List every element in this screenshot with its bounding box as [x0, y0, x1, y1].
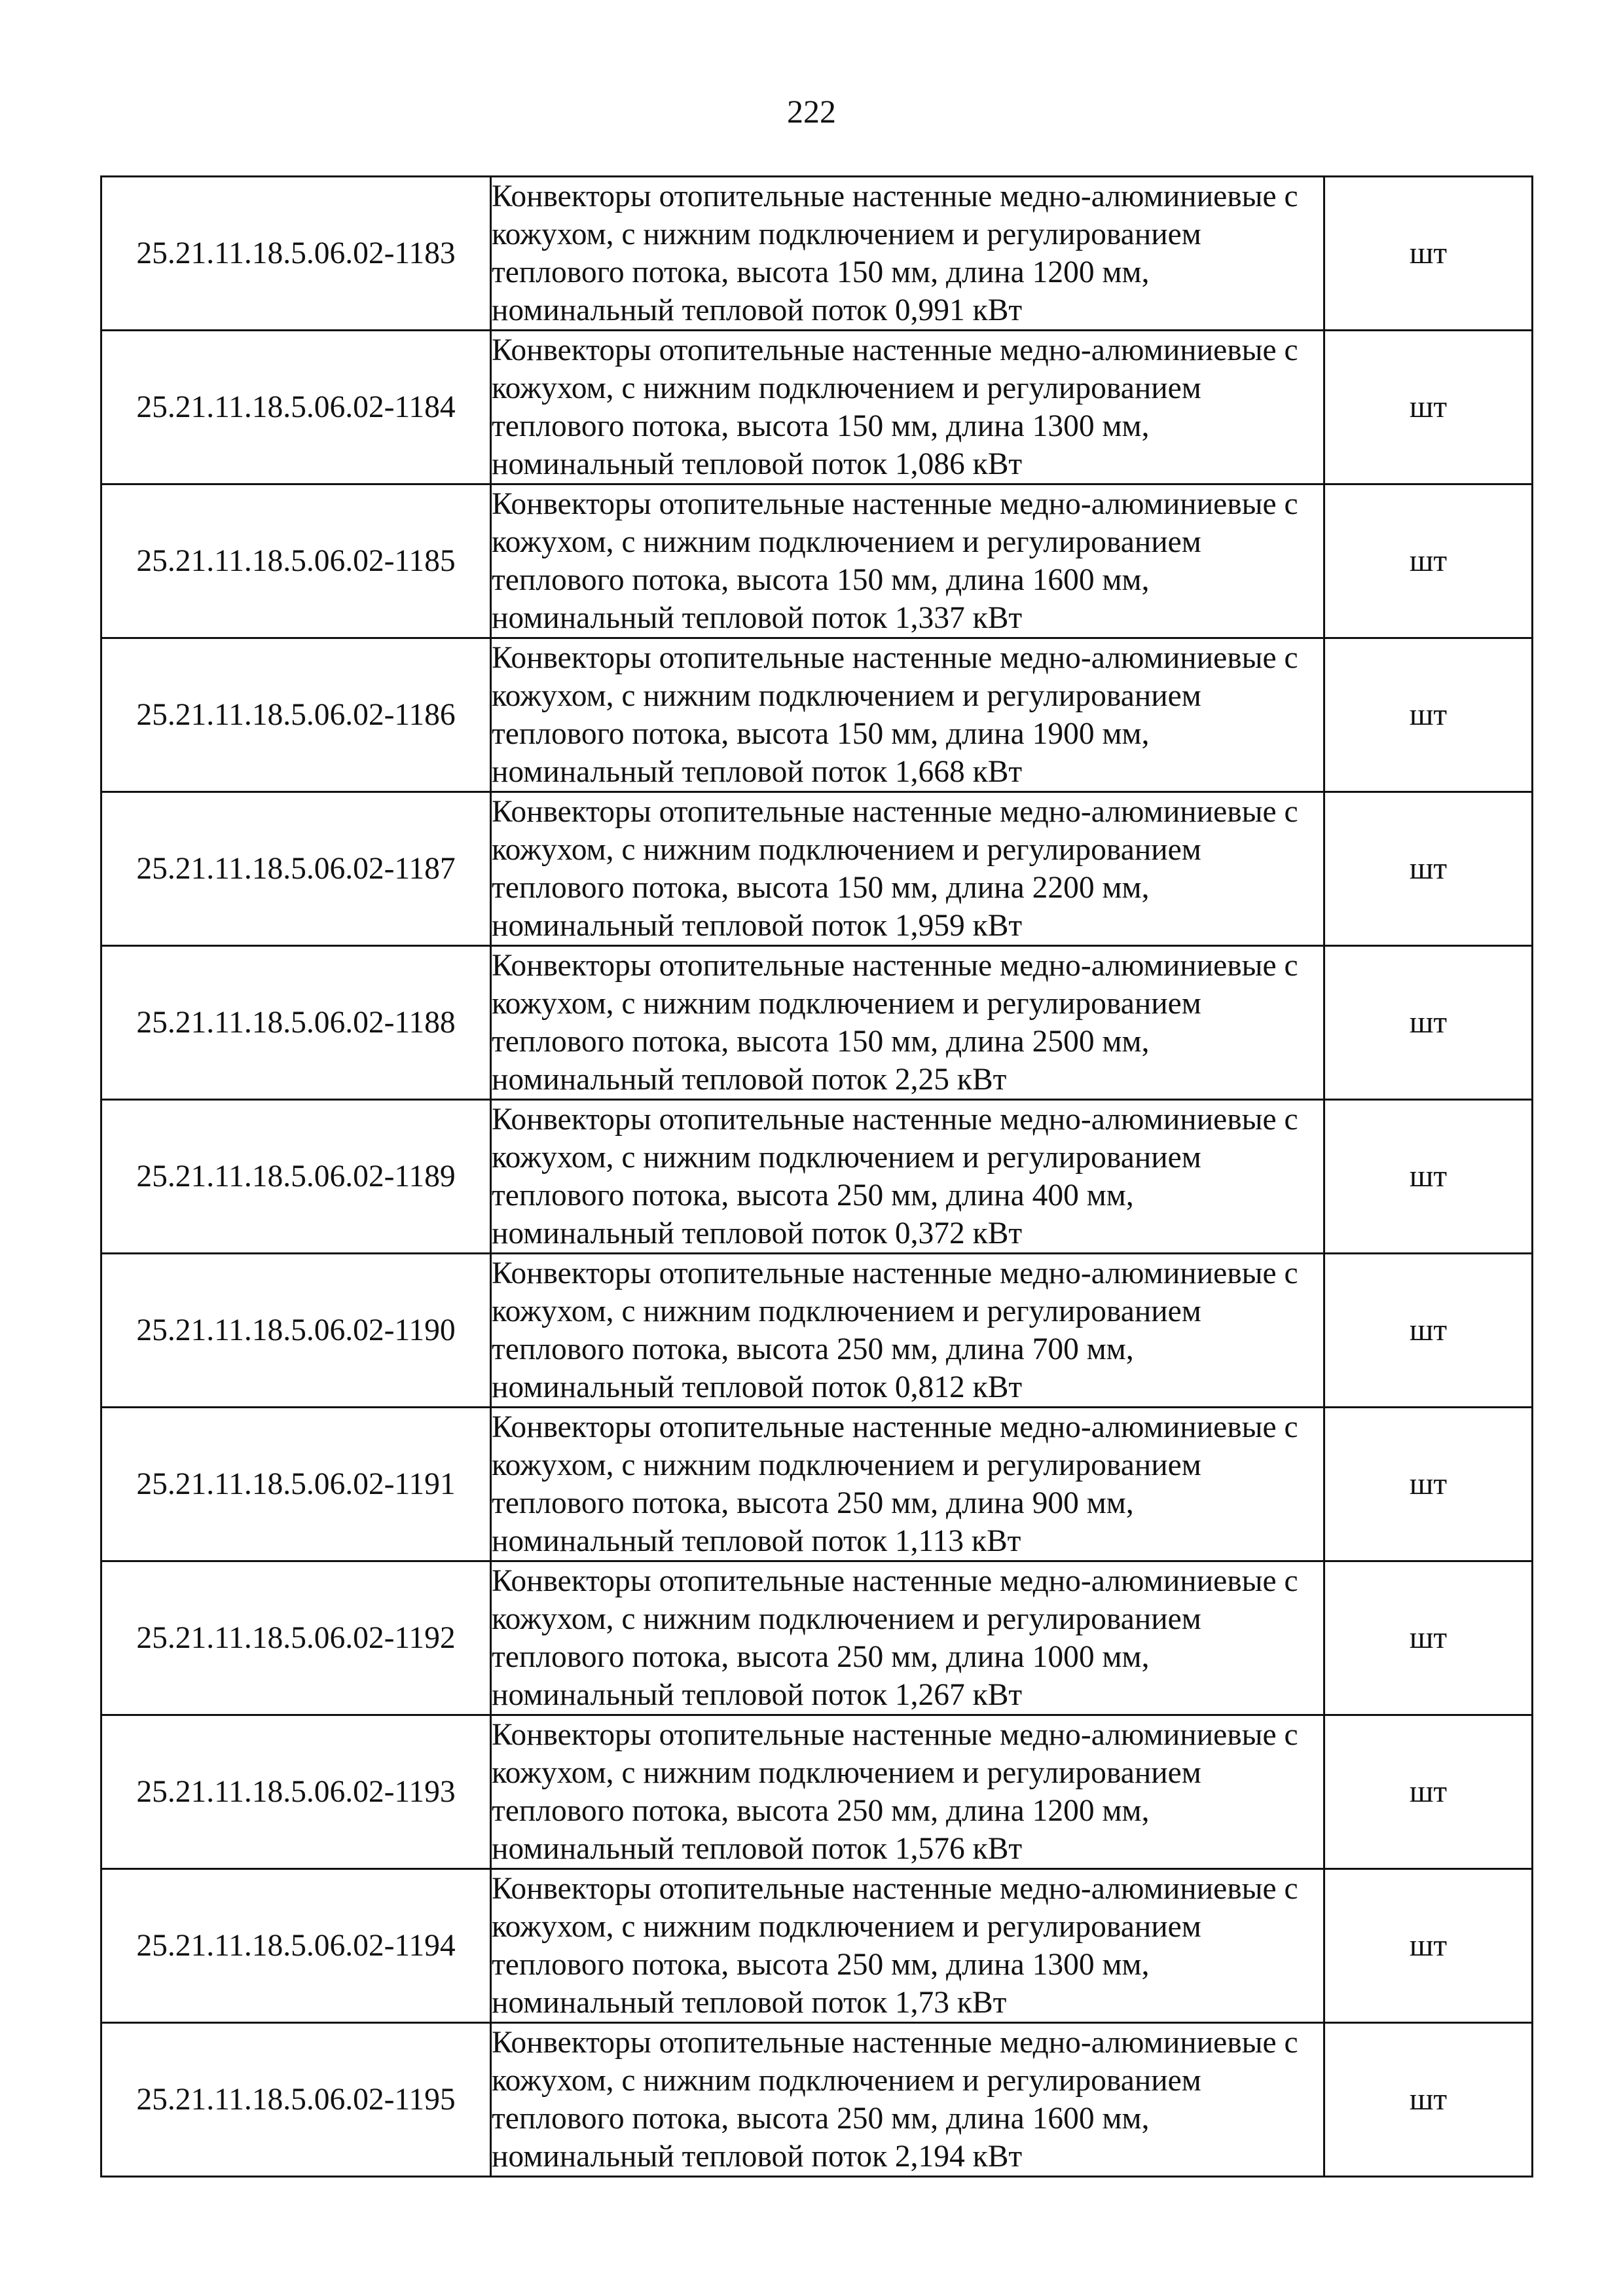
item-description: Конвекторы отопительные настенные медно-алюминиевые с кожухом, с нижним подключением и регулированием теплового потока, высота 250 мм, длина 1000 мм, номинальный тепловой поток 1,267 кВт [491, 1561, 1324, 1715]
item-code: 25.21.11.18.5.06.02-1183 [101, 177, 491, 331]
item-description: Конвекторы отопительные настенные медно-алюминиевые с кожухом, с нижним подключением и регулированием теплового потока, высота 150 мм, длина 1900 мм, номинальный тепловой поток 1,668 кВт [491, 638, 1324, 792]
table-row [101, 1869, 1533, 2023]
page-number: 222 [787, 93, 836, 130]
table-row [101, 1100, 1533, 1254]
item-description: Конвекторы отопительные настенные медно-алюминиевые с кожухом, с нижним подключением и регулированием теплового потока, высота 250 мм, длина 1200 мм, номинальный тепловой поток 1,576 кВт [491, 1715, 1324, 1869]
item-description: Конвекторы отопительные настенные медно-алюминиевые с кожухом, с нижним подключением и регулированием теплового потока, высота 250 мм, длина 1600 мм, номинальный тепловой поток 2,194 кВт [491, 2023, 1324, 2177]
item-code: 25.21.11.18.5.06.02-1184 [101, 331, 491, 484]
document-table [100, 175, 1533, 2178]
table-row [101, 946, 1533, 1100]
item-unit: шт [1324, 638, 1533, 792]
table-row [101, 638, 1533, 792]
item-description: Конвекторы отопительные настенные медно-алюминиевые с кожухом, с нижним подключением и регулированием теплового потока, высота 150 мм, длина 2500 мм, номинальный тепловой поток 2,25 кВт [491, 946, 1324, 1100]
item-code: 25.21.11.18.5.06.02-1187 [101, 792, 491, 946]
table-row [101, 2023, 1533, 2177]
item-unit: шт [1324, 1408, 1533, 1561]
item-code: 25.21.11.18.5.06.02-1193 [101, 1715, 491, 1869]
table-row [101, 792, 1533, 946]
item-unit: шт [1324, 1715, 1533, 1869]
item-unit: шт [1324, 1561, 1533, 1715]
item-description: Конвекторы отопительные настенные медно-алюминиевые с кожухом, с нижним подключением и регулированием теплового потока, высота 250 мм, длина 900 мм, номинальный тепловой поток 1,113 кВт [491, 1408, 1324, 1561]
item-code: 25.21.11.18.5.06.02-1185 [101, 484, 491, 638]
table-row [101, 177, 1533, 331]
item-unit: шт [1324, 792, 1533, 946]
item-unit: шт [1324, 177, 1533, 331]
item-code: 25.21.11.18.5.06.02-1191 [101, 1408, 491, 1561]
item-description: Конвекторы отопительные настенные медно-алюминиевые с кожухом, с нижним подключением и регулированием теплового потока, высота 150 мм, длина 2200 мм, номинальный тепловой поток 1,959 кВт [491, 792, 1324, 946]
item-description: Конвекторы отопительные настенные медно-алюминиевые с кожухом, с нижним подключением и регулированием теплового потока, высота 150 мм, длина 1300 мм, номинальный тепловой поток 1,086 кВт [491, 331, 1324, 484]
item-unit: шт [1324, 1254, 1533, 1408]
item-unit: шт [1324, 1100, 1533, 1254]
item-description: Конвекторы отопительные настенные медно-алюминиевые с кожухом, с нижним подключением и регулированием теплового потока, высота 150 мм, длина 1200 мм, номинальный тепловой поток 0,991 кВт [491, 177, 1324, 331]
table-row [101, 1408, 1533, 1561]
item-code: 25.21.11.18.5.06.02-1189 [101, 1100, 491, 1254]
item-unit: шт [1324, 946, 1533, 1100]
item-code: 25.21.11.18.5.06.02-1190 [101, 1254, 491, 1408]
item-code: 25.21.11.18.5.06.02-1195 [101, 2023, 491, 2177]
item-unit: шт [1324, 2023, 1533, 2177]
item-code: 25.21.11.18.5.06.02-1194 [101, 1869, 491, 2023]
item-unit: шт [1324, 331, 1533, 484]
item-code: 25.21.11.18.5.06.02-1192 [101, 1561, 491, 1715]
table-row [101, 1561, 1533, 1715]
item-description: Конвекторы отопительные настенные медно-алюминиевые с кожухом, с нижним подключением и регулированием теплового потока, высота 150 мм, длина 1600 мм, номинальный тепловой поток 1,337 кВт [491, 484, 1324, 638]
item-description: Конвекторы отопительные настенные медно-алюминиевые с кожухом, с нижним подключением и регулированием теплового потока, высота 250 мм, длина 700 мм, номинальный тепловой поток 0,812 кВт [491, 1254, 1324, 1408]
item-unit: шт [1324, 484, 1533, 638]
item-unit: шт [1324, 1869, 1533, 2023]
item-description: Конвекторы отопительные настенные медно-алюминиевые с кожухом, с нижним подключением и регулированием теплового потока, высота 250 мм, длина 400 мм, номинальный тепловой поток 0,372 кВт [491, 1100, 1324, 1254]
table-row [101, 484, 1533, 638]
item-code: 25.21.11.18.5.06.02-1188 [101, 946, 491, 1100]
table-row [101, 331, 1533, 484]
item-code: 25.21.11.18.5.06.02-1186 [101, 638, 491, 792]
table-row [101, 1715, 1533, 1869]
table-row [101, 1254, 1533, 1408]
item-description: Конвекторы отопительные настенные медно-алюминиевые с кожухом, с нижним подключением и регулированием теплового потока, высота 250 мм, длина 1300 мм, номинальный тепловой поток 1,73 кВт [491, 1869, 1324, 2023]
